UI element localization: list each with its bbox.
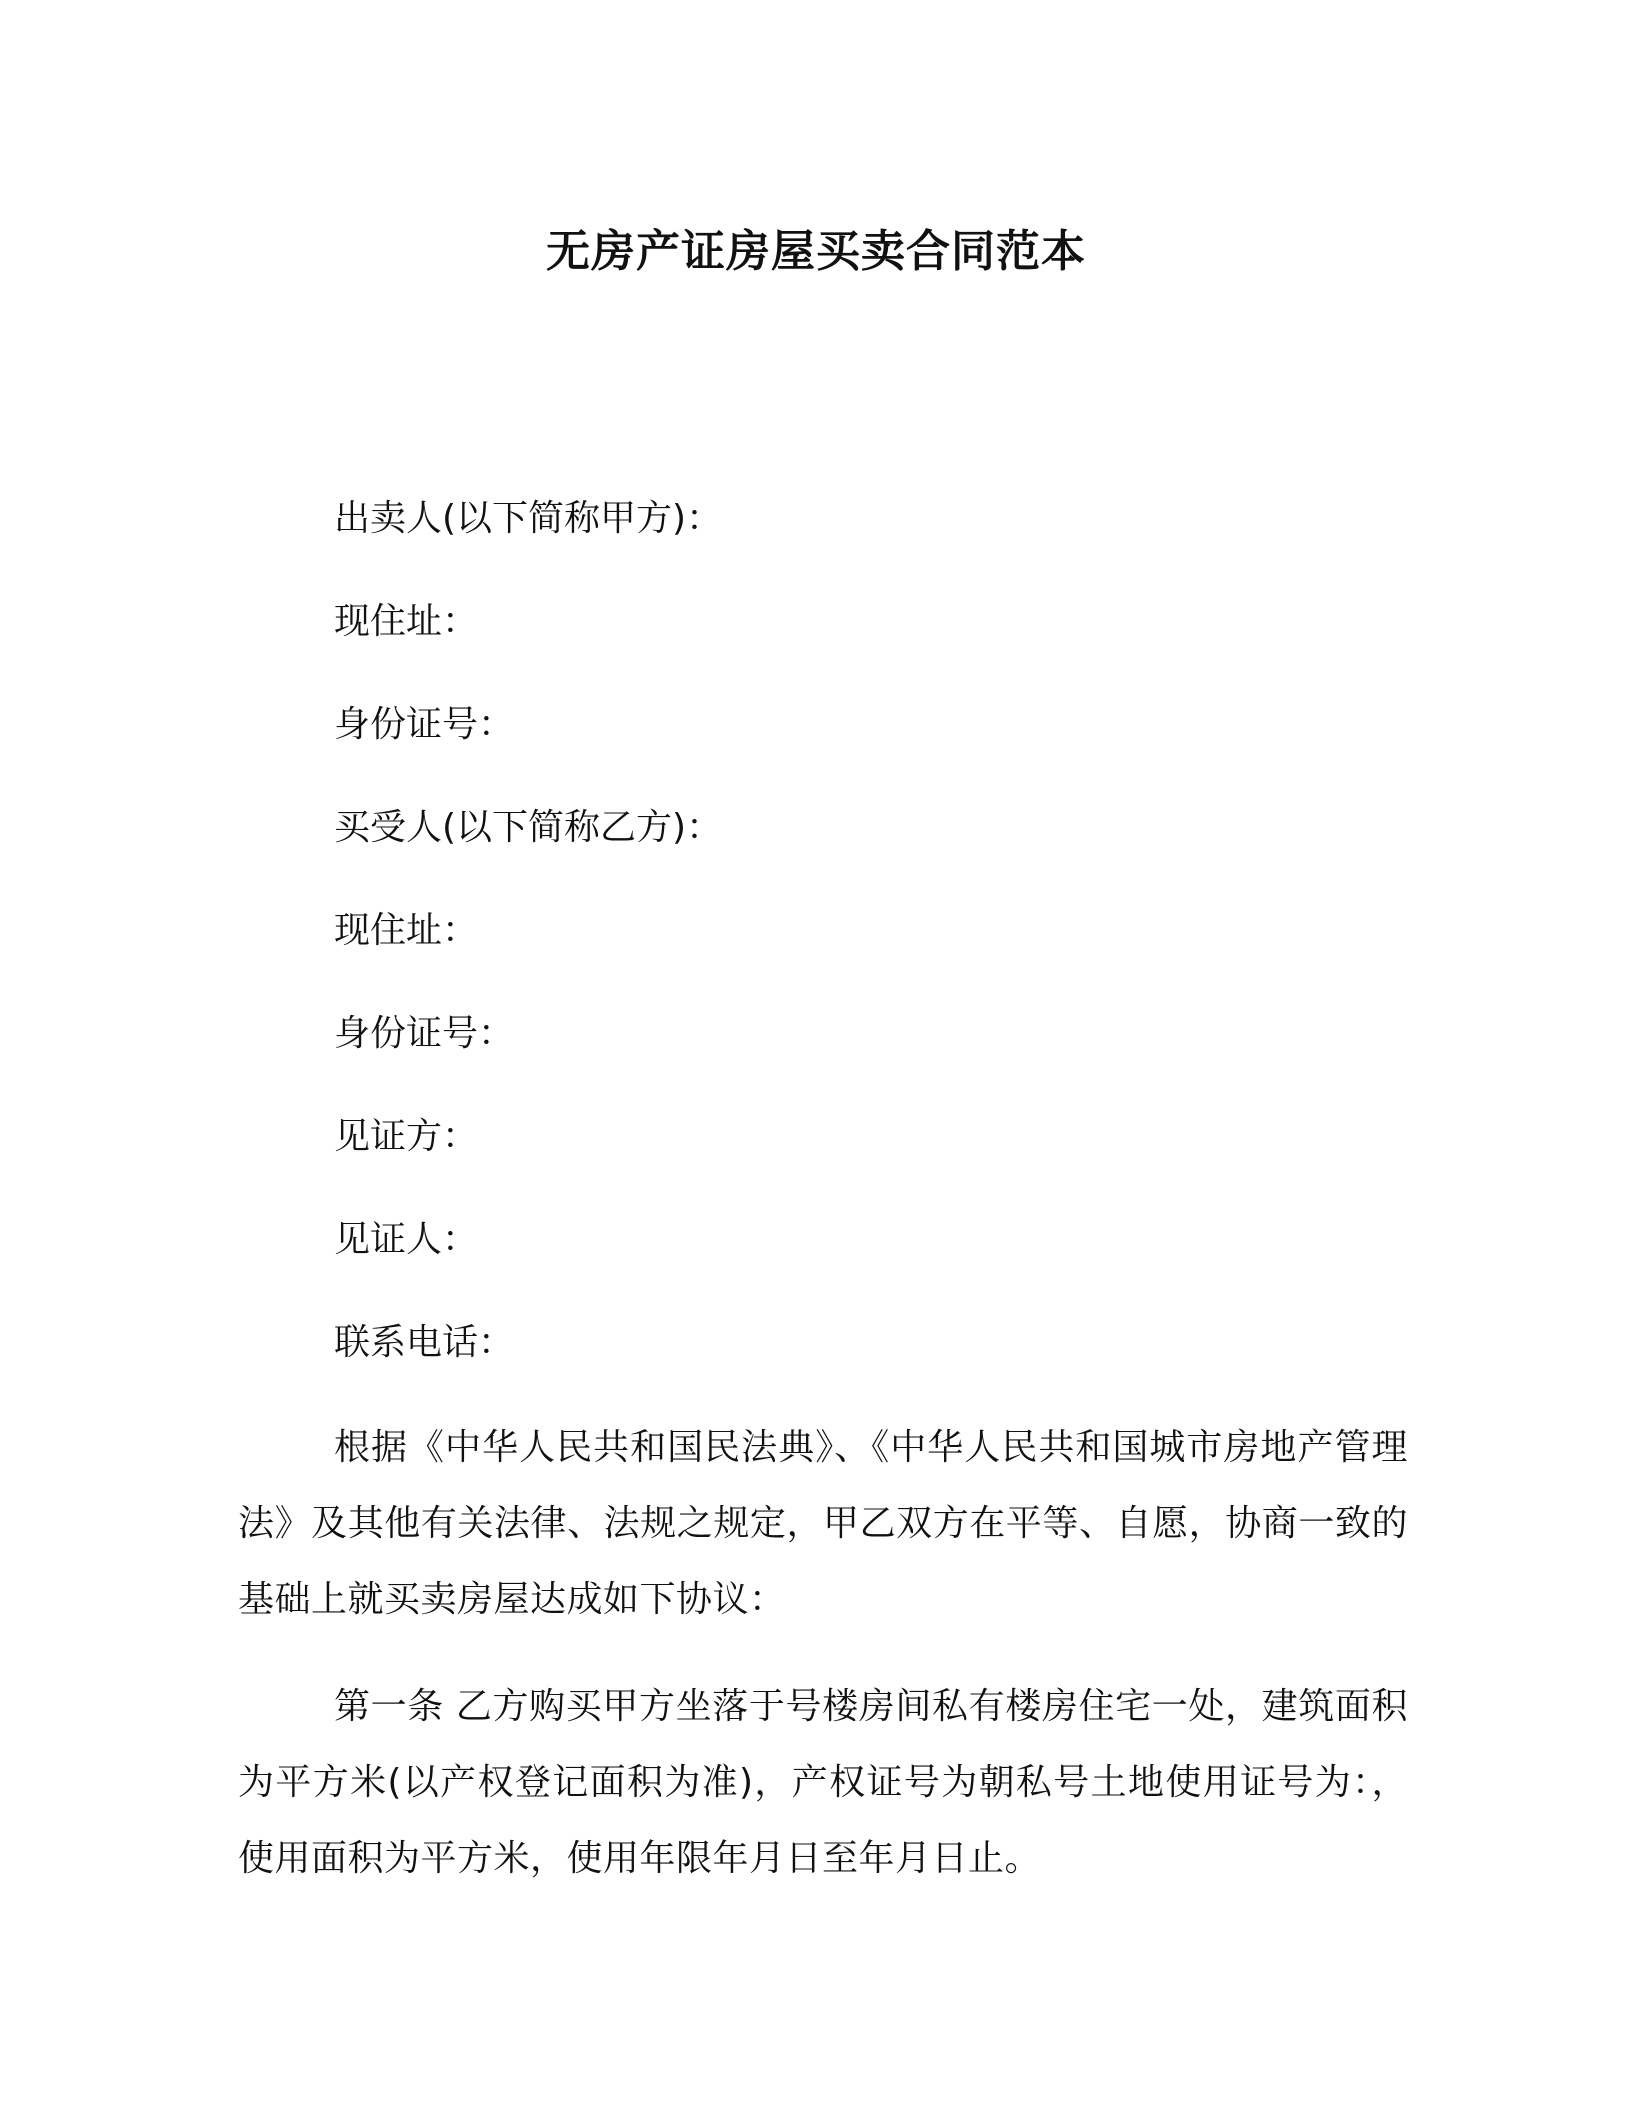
buyer-field: 买受人(以下简称乙方)： [334, 807, 723, 848]
seller-field: 出卖人(以下简称甲方)： [334, 498, 723, 539]
witness-party-field: 见证方： [334, 1116, 479, 1157]
buyer-address-field: 现住址： [334, 910, 479, 951]
seller-id-field: 身份证号： [334, 704, 515, 745]
seller-address-field: 现住址： [334, 601, 479, 642]
buyer-id-field: 身份证号： [334, 1013, 515, 1054]
document-title: 无房产证房屋买卖合同范本 [546, 226, 1086, 277]
witness-person-field: 见证人： [334, 1219, 479, 1260]
preamble-paragraph: 根据《中华人民共和国民法典》、《中华人民共和国城市房地产管理法》及其他有关法律、法规之规定，甲乙双方在平等、自愿，协商一致的基础上就买卖房屋达成如下协议： [238, 1427, 1408, 1620]
contact-phone-field: 联系电话： [334, 1322, 515, 1363]
article-one-paragraph: 第一条 乙方购买甲方坐落于号楼房间私有楼房住宅一处，建筑面积为平方米(以产权登记面积为准)，产权证号为朝私号土地使用证号为：，使用面积为平方米，使用年限年月日至年月日止。 [238, 1686, 1408, 1879]
